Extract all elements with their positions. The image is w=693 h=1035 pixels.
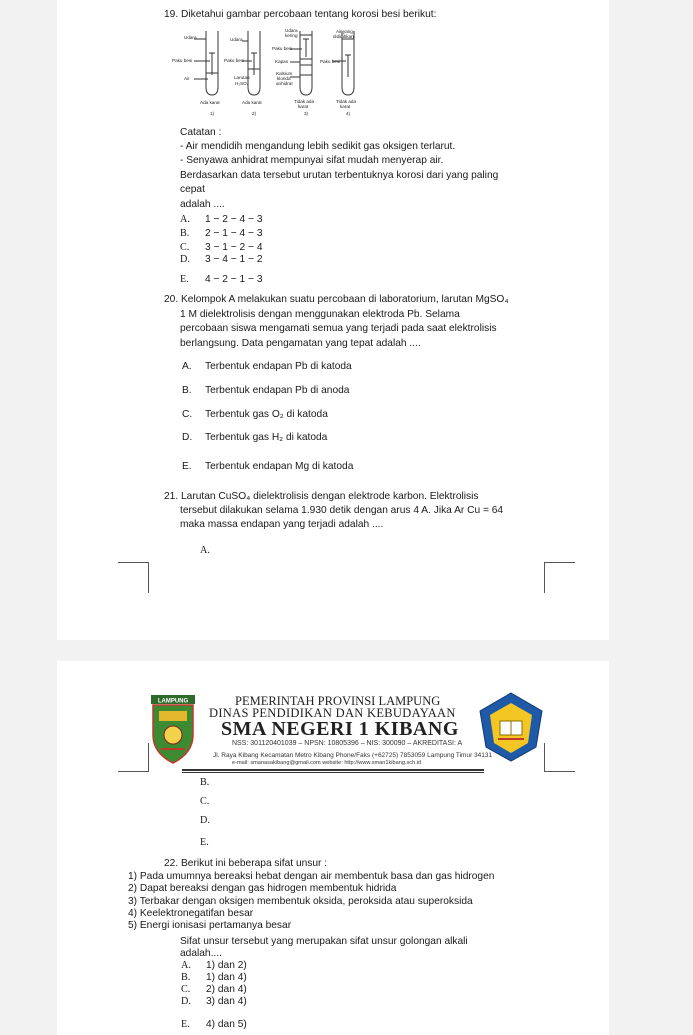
fig-t4-top1: Air yang bbox=[336, 29, 353, 34]
q20-option-letter: E. bbox=[182, 461, 192, 472]
fig-t1-nail: Paku besi bbox=[172, 58, 193, 63]
q20-option-text: Terbentuk endapan Mg di katoda bbox=[205, 461, 354, 472]
fig-t3-num: 3) bbox=[304, 111, 309, 116]
q19-option-text: 2 − 1 − 4 − 3 bbox=[205, 228, 263, 239]
q19-option-letter: B. bbox=[180, 228, 190, 239]
lampung-emblem-icon bbox=[149, 695, 197, 765]
q20-option-text: Terbentuk endapan Pb di anoda bbox=[205, 385, 350, 396]
q19-option-letter: D. bbox=[180, 254, 190, 265]
q22-option-letter: E. bbox=[181, 1019, 190, 1030]
exam-page-2 bbox=[57, 661, 609, 1035]
q20-option-text: Terbentuk endapan Pb di katoda bbox=[205, 361, 352, 372]
crop-mark bbox=[544, 562, 575, 593]
fig-t2-top: Udara bbox=[230, 37, 243, 42]
q22-item: 2) Dapat bereaksi dengan gas hidrogen membentuk hidrida bbox=[128, 883, 397, 894]
q22-option-letter: D. bbox=[181, 996, 191, 1007]
fig-t3-caption1: Tidak ada bbox=[294, 99, 315, 104]
q22-item: 4) Keelektronegatifan besar bbox=[128, 908, 254, 919]
q21-option-letter: C. bbox=[200, 796, 210, 807]
header-line5: Jl. Raya Kibang Kecamatan Metro Kibang Phone/Faks (+62725) 7853059 Lampung Timur 34131 bbox=[213, 752, 493, 759]
q19-option-text: 4 − 2 − 1 − 3 bbox=[205, 274, 263, 285]
q22-option-letter: A. bbox=[181, 960, 191, 971]
q20-option-text: Terbentuk gas H₂ di katoda bbox=[205, 432, 328, 443]
fig-t4-top2: dididihkan bbox=[333, 34, 354, 39]
fig-t1-bottom: Air bbox=[184, 76, 190, 81]
fig-t3-nail: Paku besi bbox=[272, 46, 293, 51]
q21-stem-line2: tersebut dilakukan selama 1.930 detik dengan arus 4 A. Jika Ar Cu = 64 bbox=[180, 505, 504, 516]
fig-t3-caption2: karat bbox=[298, 104, 309, 109]
header-line2: DINAS PENDIDIKAN DAN KEBUDAYAAN bbox=[209, 706, 456, 720]
q22-question-line1: Sifat unsur tersebut yang merupakan sifat unsur golongan alkali bbox=[180, 936, 468, 947]
q19-question-line2: cepat bbox=[180, 184, 205, 195]
note-1: - Air mendidih mengandung lebih sedikit gas oksigen terlarut. bbox=[180, 141, 456, 152]
note-title: Catatan : bbox=[180, 127, 222, 138]
q22-item: 3) Terbakar dengan oksigen membentuk oksida, peroksida atau superoksida bbox=[128, 896, 473, 907]
fig-t4-caption2: karat bbox=[340, 104, 351, 109]
school-emblem-icon bbox=[476, 691, 546, 763]
fig-t2-nail: Paku besi bbox=[224, 58, 245, 63]
fig-t3-calc1: Kalsium bbox=[276, 71, 293, 76]
crop-mark bbox=[118, 562, 149, 593]
q22-stem: 22. Berikut ini beberapa sifat unsur : bbox=[164, 858, 328, 869]
header-divider bbox=[182, 769, 484, 771]
q20-stem-line2: 1 M dielektrolisis dengan menggunakan elektroda Pb. Selama bbox=[180, 309, 460, 320]
header-school-name: SMA NEGERI 1 KIBANG bbox=[221, 718, 459, 740]
q22-option-text: 4) dan 5) bbox=[206, 1019, 247, 1030]
fig-t4-num: 4) bbox=[346, 111, 351, 116]
q20-option-letter: C. bbox=[182, 409, 193, 420]
q21-stem-line3: maka massa endapan yang terjadi adalah .... bbox=[180, 519, 384, 530]
fig-t3-calc3: anhidrat bbox=[276, 81, 293, 86]
q19-question-line3: adalah .... bbox=[180, 199, 225, 210]
q22-item: 1) Pada umumnya bereaksi hebat dengan air membentuk basa dan gas hidrogen bbox=[128, 871, 495, 882]
fig-t2-caption: Ada karat bbox=[242, 100, 262, 105]
q22-option-text: 2) dan 4) bbox=[206, 984, 247, 995]
fig-t3-top1: Udara bbox=[285, 28, 298, 33]
fig-t3-calc2: klorida bbox=[277, 76, 291, 81]
header-line1: PEMERINTAH PROVINSI LAMPUNG bbox=[235, 694, 441, 708]
fig-t2-liquid2: H₂SO₄ bbox=[235, 81, 249, 86]
fig-t3-cotton: Kapas bbox=[275, 59, 289, 64]
q21-option-letter: D. bbox=[200, 815, 210, 826]
fig-t4-caption1: Tidak ada bbox=[336, 99, 357, 104]
q20-option-letter: A. bbox=[182, 361, 192, 372]
header-line6: e-mail: smanasakibang@gmail.com website: http://www.sman1kibang.sch.id bbox=[232, 760, 422, 766]
fig-t1-caption: Ada karat bbox=[200, 100, 220, 105]
q19-option-letter: E. bbox=[180, 274, 189, 285]
q22-option-letter: B. bbox=[181, 972, 191, 983]
q21-stem-line1: 21. Larutan CuSO₄ dielektrolisis dengan elektrode karbon. Elektrolisis bbox=[164, 491, 479, 502]
q19-option-letter: A. bbox=[180, 214, 190, 225]
header-divider bbox=[182, 772, 484, 773]
q19-stem: 19. Diketahui gambar percobaan tentang korosi besi berikut: bbox=[164, 9, 437, 20]
fig-t1-top: Udara bbox=[184, 35, 197, 40]
q22-option-text: 1) dan 4) bbox=[206, 972, 247, 983]
q22-item: 5) Energi ionisasi pertamanya besar bbox=[128, 920, 292, 931]
q21-option-letter: B. bbox=[200, 777, 210, 788]
fig-t2-num: 2) bbox=[252, 111, 257, 116]
note-2: - Senyawa anhidrat mempunyai sifat mudah menyerap air. bbox=[180, 155, 444, 166]
q20-stem-line3: percobaan siswa mengamati semua yang terjadi pada saat elektrolisis bbox=[180, 323, 497, 334]
q19-question-line1: Berdasarkan data tersebut urutan terbentuknya korosi dari yang paling bbox=[180, 170, 499, 181]
exam-page-1 bbox=[57, 0, 609, 640]
header-line4: NSS: 301120401039 – NPSN: 10805396 – NIS: 300090 – AKREDITASI: A bbox=[232, 740, 463, 747]
fig-t2-liquid1: Larutan bbox=[234, 75, 250, 80]
q20-option-letter: B. bbox=[182, 385, 192, 396]
q21-option-letter: A. bbox=[200, 545, 210, 556]
fig-t1-num: 1) bbox=[210, 111, 215, 116]
q19-option-text: 3 − 1 − 2 − 4 bbox=[205, 242, 263, 253]
q19-option-letter: C. bbox=[180, 242, 190, 253]
crop-mark bbox=[544, 743, 575, 772]
q20-option-text: Terbentuk gas O₂ di katoda bbox=[205, 409, 328, 420]
fig-t3-top2: kering bbox=[285, 33, 298, 38]
q20-stem-line1: 20. Kelompok A melakukan suatu percobaan di laboratorium, larutan MgSO₄ bbox=[164, 294, 509, 305]
q22-question-line2: adalah.... bbox=[180, 948, 222, 959]
q19-option-text: 1 − 2 − 4 − 3 bbox=[205, 214, 263, 225]
q22-option-text: 1) dan 2) bbox=[206, 960, 247, 971]
q20-option-letter: D. bbox=[182, 432, 193, 443]
q20-stem-line4: berlangsung. Data pengamatan yang tepat adalah .... bbox=[180, 338, 421, 349]
q19-option-text: 3 − 4 − 1 − 2 bbox=[205, 254, 263, 265]
q22-option-letter: C. bbox=[181, 984, 191, 995]
q21-option-letter: E. bbox=[200, 837, 209, 848]
badge-left-label: LAMPUNG bbox=[157, 698, 189, 705]
fig-t4-nail: Paku besi bbox=[320, 59, 341, 64]
crop-mark bbox=[118, 743, 149, 772]
q22-option-text: 3) dan 4) bbox=[206, 996, 247, 1007]
corrosion-experiment-figure bbox=[172, 25, 362, 120]
